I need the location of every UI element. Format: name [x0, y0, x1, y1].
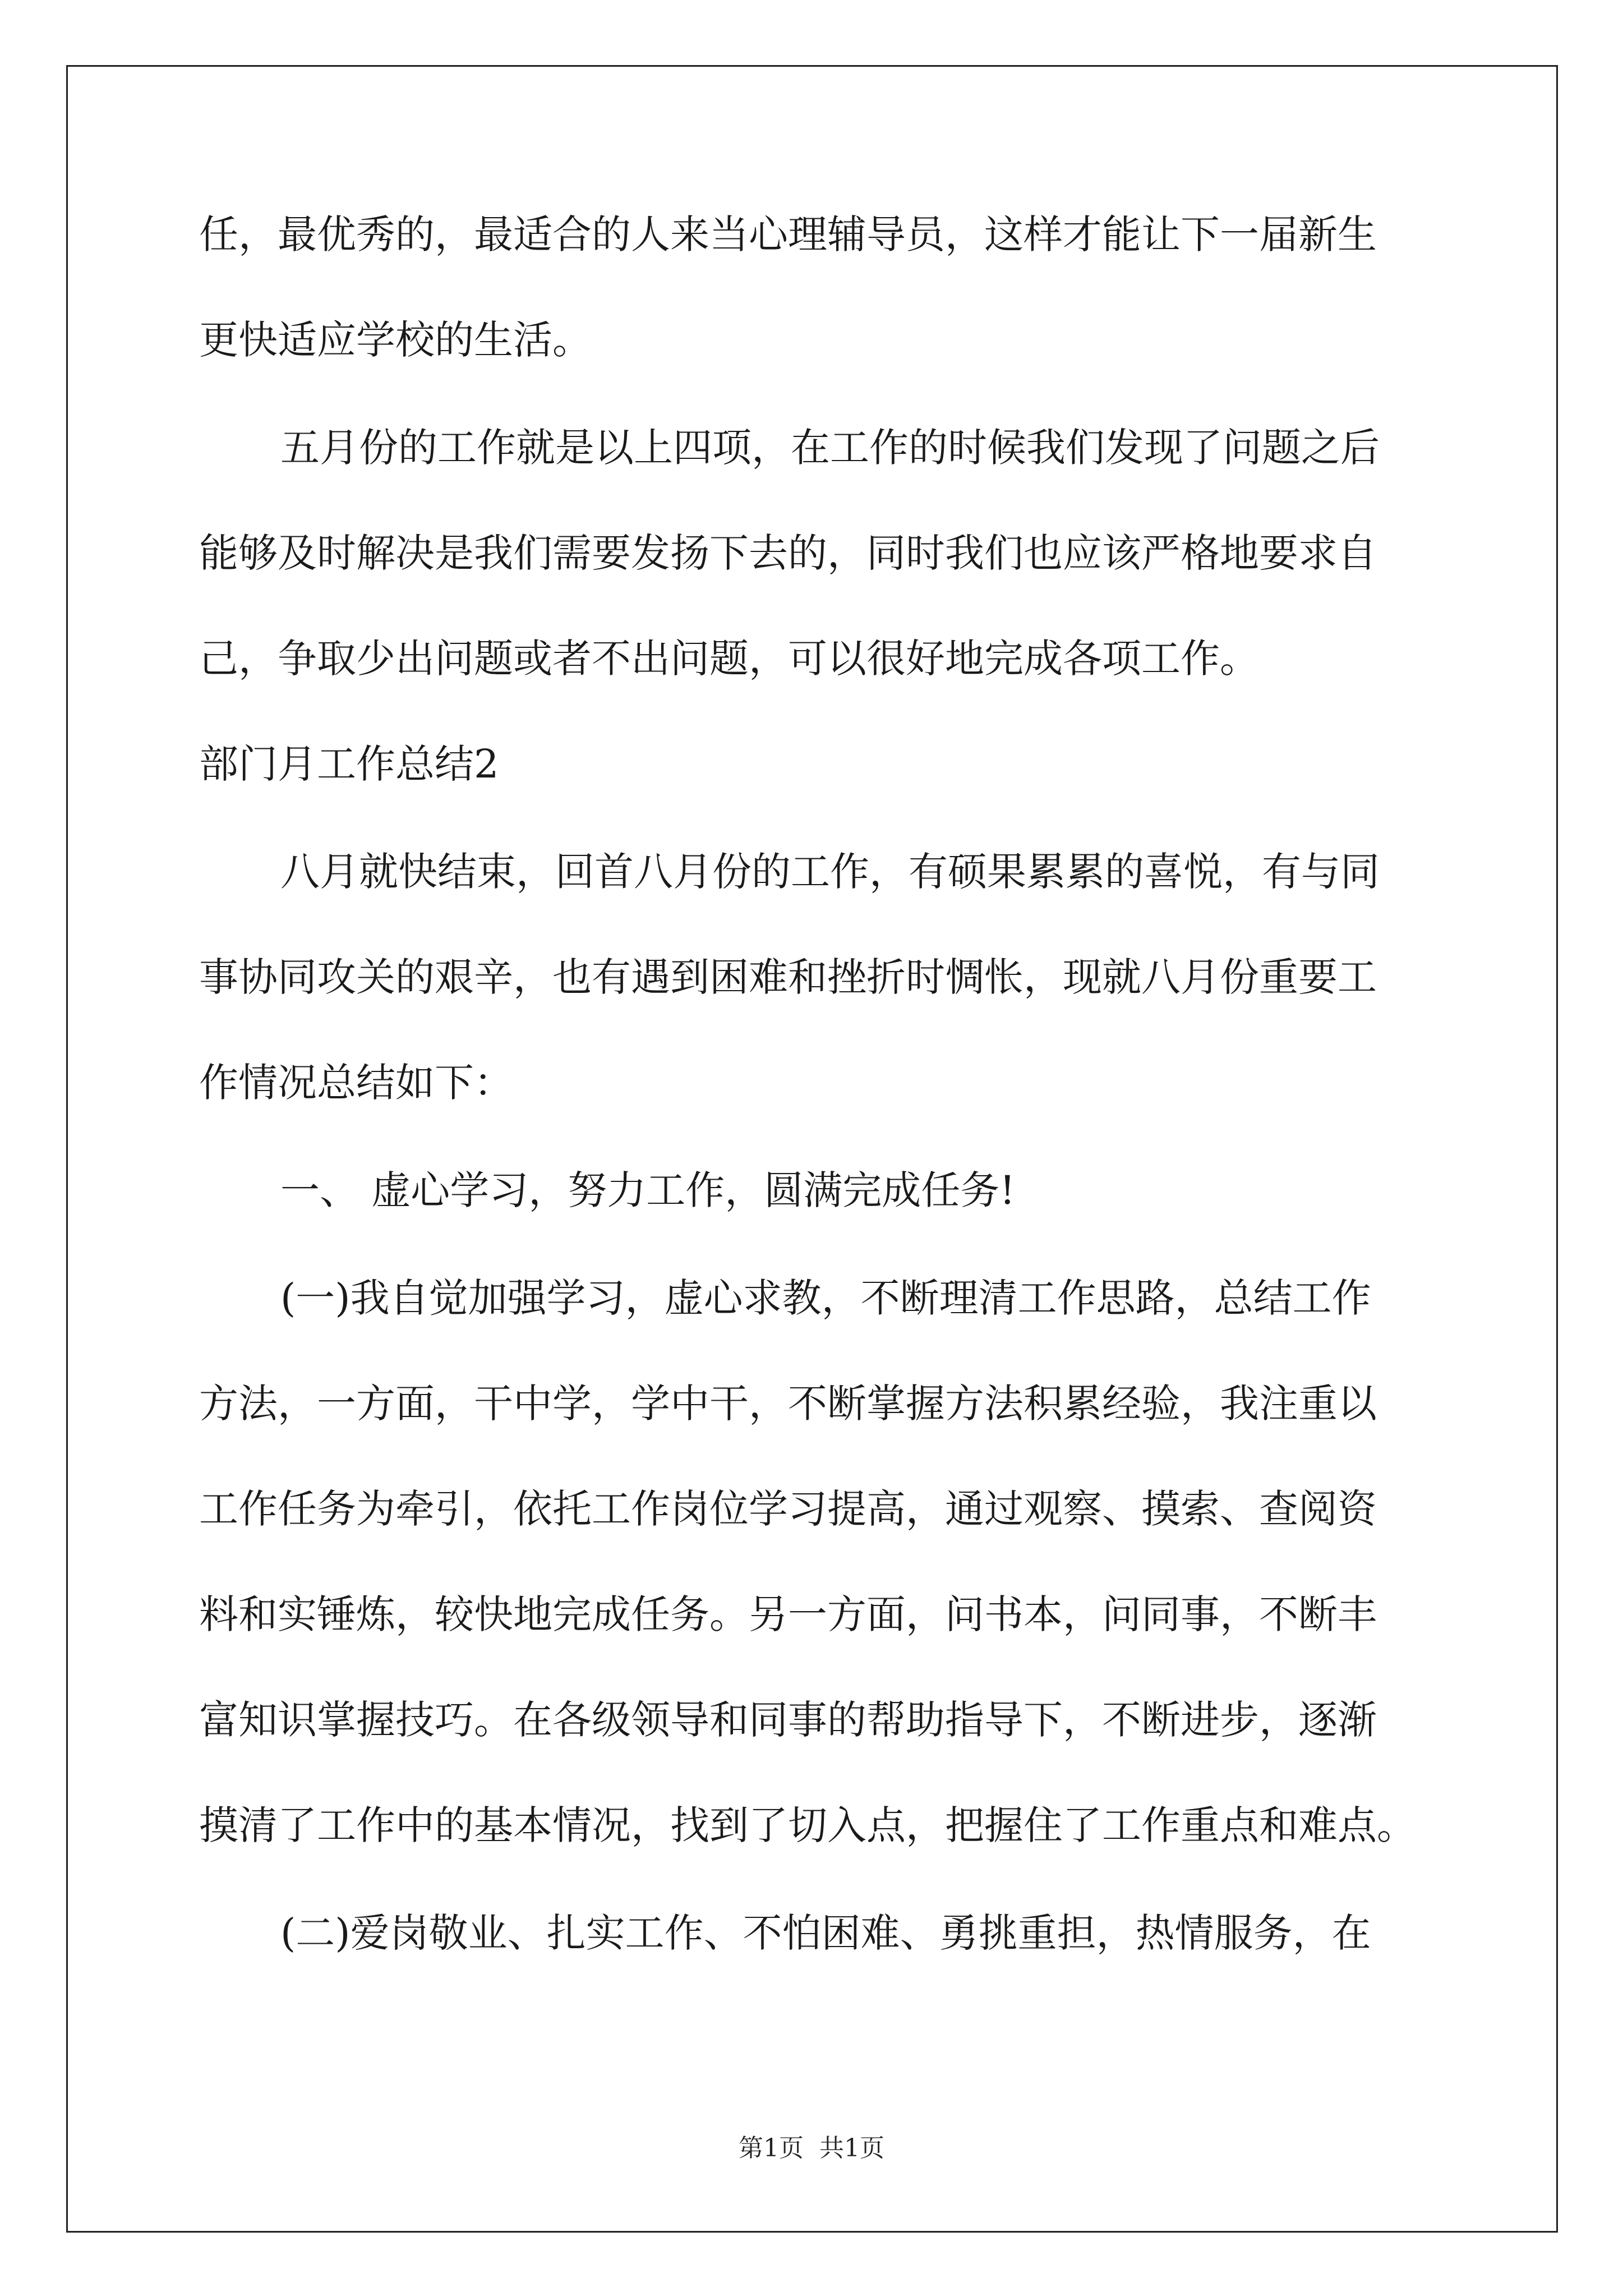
paragraph-line: 工作任务为牵引，依托工作岗位学习提高，通过观察、摸索、查阅资 — [199, 1486, 1377, 1532]
paragraph-line: 料和实锤炼，较快地完成任务。另一方面，问书本，问同事，不断丰 — [199, 1591, 1377, 1637]
paragraph-line: 作情况总结如下： — [199, 1060, 513, 1106]
paragraph-line: (二)爱岗敬业、扎实工作、不怕困难、勇挑重担，热情服务，在 — [280, 1910, 1371, 1956]
section-heading: 部门月工作总结2 — [199, 741, 499, 787]
paragraph-line: 任，最优秀的，最适合的人来当心理辅导员，这样才能让下一届新生 — [199, 211, 1377, 257]
paragraph-line: 八月就快结束，回首八月份的工作，有硕果累累的喜悦，有与同 — [280, 849, 1380, 895]
paragraph-line: 能够及时解决是我们需要发扬下去的，同时我们也应该严格地要求自 — [199, 530, 1377, 576]
paragraph-line: 富知识掌握技巧。在各级领导和同事的帮助指导下，不断进步，逐渐 — [199, 1697, 1377, 1743]
document-body — [199, 206, 1438, 1961]
subsection-heading: 一、 虚心学习，努力工作，圆满完成任务! — [280, 1167, 1016, 1213]
paragraph-line: (一)我自觉加强学习，虚心求教，不断理清工作思路，总结工作 — [280, 1275, 1371, 1321]
paragraph-line: 己，争取少出问题或者不出问题，可以很好地完成各项工作。 — [199, 636, 1259, 682]
paragraph-line: 摸清了工作中的基本情况，找到了切入点，把握住了工作重点和难点。 — [199, 1802, 1416, 1848]
paragraph-line: 事协同攻关的艰辛，也有遇到困难和挫折时惆怅，现就八月份重要工 — [199, 954, 1377, 1000]
paragraph-line: 五月份的工作就是以上四项，在工作的时候我们发现了问题之后 — [280, 425, 1380, 471]
page-footer: 第1页 共1页 — [739, 2134, 884, 2162]
paragraph-line: 更快适应学校的生活。 — [199, 317, 592, 363]
paragraph-line: 方法，一方面，干中学，学中干，不断掌握方法积累经验，我注重以 — [199, 1381, 1377, 1427]
